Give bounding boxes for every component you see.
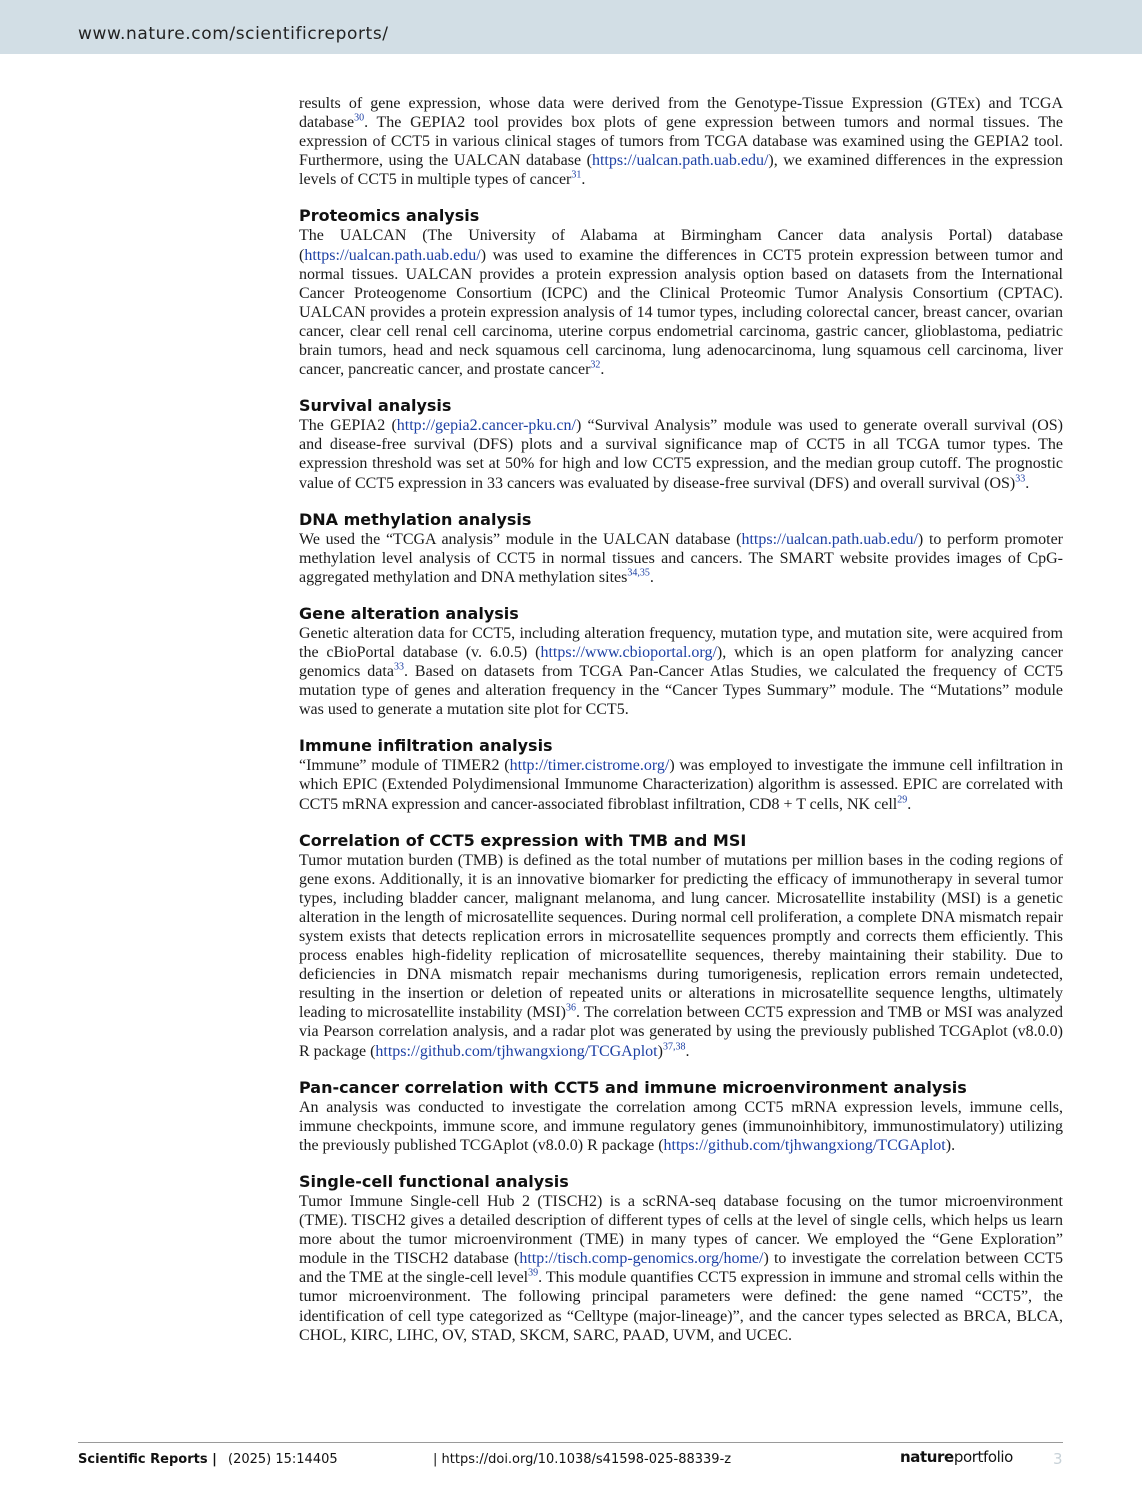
section-heading-pancancer: Pan-cancer correlation with CCT5 and immune microenvironment analysis: [299, 1077, 967, 1097]
text: The UALCAN (The University of Alabama at Birmingham Cancer data analysis Portal) database (: [299, 227, 1063, 264]
cbioportal-link[interactable]: https://www.cbioportal.org/: [540, 643, 717, 661]
citation-ref[interactable]: 31: [571, 170, 582, 182]
section-heading-alteration: Gene alteration analysis: [299, 603, 519, 623]
text: . Based on datasets from TCGA Pan-Cancer Atlas Studies, we calculated the frequency of CCT5 mutation type of genes and alteration frequency in the “Cancer Types Summary” module. The “Mutations” module was used to generate a mutation site plot for CCT5.: [299, 663, 1064, 719]
footer-divider: [78, 1442, 1063, 1443]
ualcan-link[interactable]: https://ualcan.path.uab.edu/: [591, 152, 769, 170]
text: .: [600, 361, 605, 379]
intro-paragraph: [299, 94, 1063, 189]
pancancer-paragraph: [299, 1098, 1063, 1155]
gepia2-link[interactable]: http://gepia2.cancer-pku.cn/: [396, 417, 576, 435]
logo-light-part: portfolio: [953, 1448, 1013, 1466]
section-heading-methylation: DNA methylation analysis: [299, 509, 532, 529]
text: ), we examined differences in the expression levels of CCT5 in multiple types of cancer: [299, 152, 1064, 189]
text: ) was employed to investigate the immune cell infiltration in which EPIC (Extended Polydimensional Immunome Characterization) algorithm is assessed. EPIC are correlated with CCT5 mRNA expression and cancer-associated fibroblast infiltration, CD8 + T cells, NK cell: [299, 757, 1064, 813]
citation-ref[interactable]: 37,38: [662, 1041, 686, 1053]
citation-ref[interactable]: 32: [590, 359, 601, 371]
text: ) “Survival Analysis” module was used to generate overall survival (OS) and disease-free survival (DFS) plots and a survival significance map of CCT5 in all TCGA tumor types. The expression threshold was set at 50% for high and low CCT5 expression, and the median group cutoff. The prognostic value of CCT5 expression in 33 cancers was evaluated by disease-free survival (DFS) and overall survival (OS): [299, 417, 1064, 492]
text: . The correlation between CCT5 expression and TMB or MSI was analyzed via Pearson correlation analysis, and a radar plot was generated by using the previously published TCGAplot (v8.0.0) R package (: [299, 1004, 1063, 1060]
citation-ref[interactable]: 36: [565, 1003, 576, 1015]
section-heading-proteomics: Proteomics analysis: [299, 206, 480, 226]
tisch2-link[interactable]: http://tisch.comp-genomics.org/home/: [519, 1250, 764, 1268]
citation-ref[interactable]: 30: [354, 112, 365, 124]
footer-doi[interactable]: | https://doi.org/10.1038/s41598-025-88339-z: [433, 1452, 732, 1467]
text: An analysis was conducted to investigate the correlation among CCT5 mRNA expression levels, immune cells, immune checkpoints, immune score, and immune regulatory genes (immunoinhibitory, immunostimulatory) utilizing the previously published TCGAplot (v8.0.0) R package (: [299, 1098, 1063, 1154]
section-heading-immune: Immune infiltration analysis: [299, 736, 553, 756]
nature-portfolio-logo: [900, 1448, 1013, 1466]
page-number: 3: [1053, 1450, 1063, 1468]
timer2-link[interactable]: http://timer.cistrome.org/: [509, 757, 670, 775]
citation-ref[interactable]: 34,35: [627, 567, 650, 579]
text: .: [907, 795, 912, 813]
text: ) was used to examine the differences in CCT5 protein expression between tumor and normal tissues. UALCAN provides a protein expression analysis option based on datasets from the International Cancer Proteogenome Consortium (ICPC) and the Clinical Proteomic Tumor Analysis Consortium (CPTAC). UALCAN provides a protein expression analysis of 14 tumor types, including colorectal cancer, breast cancer, ovarian cancer, clear cell renal cell carcinoma, uterine corpus endometrial carcinoma, gastric cancer, glioblastoma, pediatric brain tumors, head and neck squamous cell carcinoma, lung adenocarcinoma, lung squamous cell carcinoma, liver cancer, pancreatic cancer, and prostate cancer: [299, 246, 1063, 379]
section-heading-tmb-msi: Correlation of CCT5 expression with TMB and MSI: [299, 830, 747, 850]
text: “Immune” module of TIMER2 (: [299, 757, 510, 775]
text: ) to perform promoter methylation level analysis of CCT5 in normal tissues and cancers. The SMART website provides images of CpG-aggregated methylation and DNA methylation sites: [299, 530, 1064, 586]
article-body: [299, 94, 1063, 1345]
text: We used the “TCGA analysis” module in the UALCAN database (: [299, 530, 742, 548]
text: .: [581, 171, 586, 189]
logo-bold-part: nature: [900, 1448, 954, 1466]
tmb-paragraph: [299, 851, 1063, 1061]
text: ): [657, 1042, 663, 1060]
text: Tumor Immune Single-cell Hub 2 (TISCH2) is a scRNA-seq database focusing on the tumor microenvironment (TME). TISCH2 gives a detailed description of different types of cells at the level of single cells, which helps us learn more about the tumor microenvironment (TME) in many types of cancer. We employed the “Gene Exploration” module in the TISCH2 database (: [299, 1192, 1063, 1268]
text: results of gene expression, whose data were derived from the Genotype-Tissue Expression (GTEx) and TCGA database: [299, 95, 1063, 132]
text: .: [685, 1042, 690, 1060]
text: .: [649, 568, 654, 586]
tcgaplot-link[interactable]: https://github.com/tjhwangxiong/TCGAplot: [375, 1042, 658, 1060]
text: Genetic alteration data for CCT5, including alteration frequency, mutation type, and mutation site, were acquired from the cBioPortal database (v. 6.0.5) (: [299, 624, 1063, 661]
survival-paragraph: [299, 416, 1063, 492]
proteomics-paragraph: [299, 226, 1063, 379]
section-heading-single-cell: Single-cell functional analysis: [299, 1171, 569, 1191]
citation-ref[interactable]: 39: [528, 1267, 539, 1279]
text: ) to investigate the correlation between CCT5 and the TME at the single-cell level: [299, 1250, 1063, 1287]
text: Tumor mutation burden (TMB) is defined as the total number of mutations per million bases in the coding regions of gene exons. Additionally, it is an innovative biomarker for predicting the efficacy of immunotherapy in several tumor types, including bladder cancer, malignant melanoma, and lung cancer. Microsatellite instability (MSI) is a genetic alteration in the length of microsatellite sequences. During normal cell proliferation, a complete DNA mismatch repair system exists that detects replication errors in microsatellite sequences promptly and corrects them efficiently. This process enables high-fidelity replication of microsatellite sequences, thereby maintaining their stability. Due to deficiencies in DNA mismatch repair mechanisms during tumorigenesis, replication errors remain undetected, resulting in the insertion or deletion of repeated units or alterations in microsatellite sequence lengths, ultimately leading to microsatellite instability (MSI): [299, 851, 1063, 1022]
tcgaplot-link[interactable]: https://github.com/tjhwangxiong/TCGAplot: [663, 1136, 946, 1154]
text: ).: [945, 1136, 956, 1154]
citation-ref[interactable]: 33: [393, 661, 404, 673]
journal-url[interactable]: www.nature.com/scientificreports/: [78, 24, 389, 44]
footer-volume: (2025) 15:14405: [228, 1452, 338, 1467]
section-heading-survival: Survival analysis: [299, 396, 452, 416]
citation-ref[interactable]: 33: [1015, 473, 1026, 485]
text: .: [1025, 474, 1030, 492]
ualcan-link[interactable]: https://ualcan.path.uab.edu/: [741, 530, 918, 548]
citation-ref[interactable]: 29: [897, 794, 908, 806]
immune-paragraph: [299, 756, 1063, 813]
text: . The GEPIA2 tool provides box plots of gene expression between tumors and normal tissues. The expression of CCT5 in various clinical stages of tumors from TCGA database was examined using the GEPIA2 tool. Furthermore, using the UALCAN database (: [299, 114, 1063, 170]
single-cell-paragraph: [299, 1192, 1063, 1345]
text: ), which is an open platform for analyzing cancer genomics data: [299, 643, 1064, 681]
methylation-paragraph: [299, 530, 1063, 587]
alteration-paragraph: [299, 624, 1063, 719]
text: The GEPIA2 (: [299, 417, 397, 435]
journal-header-bar: [0, 0, 1142, 54]
ualcan-link[interactable]: https://ualcan.path.uab.edu/: [304, 246, 481, 264]
text: . This module quantifies CCT5 expression in immune and stromal cells within the tumor microenvironment. The following principal parameters were defined: the gene named “CCT5”, the identification of cell type categorized as “Celltype (major-lineage)”, and the cancer types selected as BRCA, BLCA, CHOL, KIRC, LIHC, OV, STAD, SKCM, SARC, PAAD, UVM, and UCEC.: [299, 1269, 1063, 1344]
footer-journal-name: Scientific Reports |: [78, 1452, 217, 1467]
